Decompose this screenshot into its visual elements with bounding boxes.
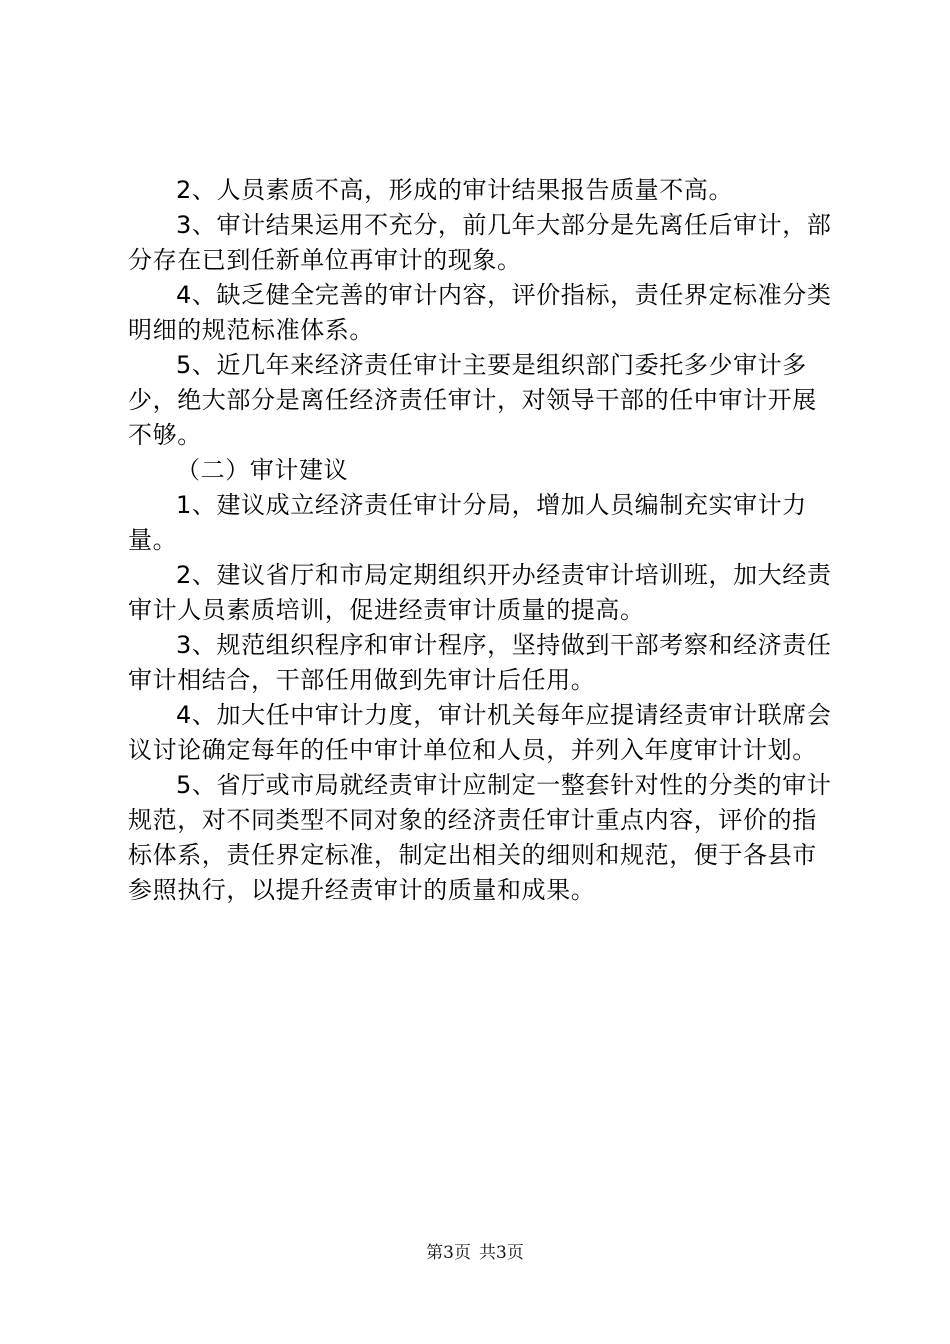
paragraph-issue-5: 5、近几年来经济责任审计主要是组织部门委托多少审计多少，绝大部分是离任经济责任审计，对领导干部的任中审计开展不够。 <box>128 351 817 449</box>
paragraph-suggestion-1: 1、建议成立经济责任审计分局，增加人员编制充实审计力量。 <box>128 491 807 554</box>
page-footer <box>0 1241 950 1265</box>
paragraph-suggestion-4: 4、加大任中审计力度，审计机关每年应提请经责审计联席会议讨论确定每年的任中审计单位和人员，并列入年度审计计划。 <box>128 701 832 764</box>
section-heading-audit-suggestions: （二）审计建议 <box>176 456 349 484</box>
paragraph-issue-3: 3、审计结果运用不充分，前几年大部分是先离任后审计，部分存在已到任新单位再审计的现象。 <box>128 211 832 274</box>
paragraph-suggestion-5: 5、省厅或市局就经责审计应制定一整套针对性的分类的审计规范，对不同类型不同对象的经济责任审计重点内容，评价的指标体系，责任界定标准，制定出相关的细则和规范，便于各县市参照执行，以提升经责审计的质量和成果。 <box>128 771 832 904</box>
paragraph-issue-4: 4、缺乏健全完善的审计内容，评价指标，责任界定标准分类明细的规范标准体系。 <box>128 281 832 344</box>
page-number: 第3页 <box>426 1243 471 1263</box>
page-total: 共3页 <box>479 1243 524 1263</box>
paragraph-issue-2: 2、人员素质不高，形成的审计结果报告质量不高。 <box>176 176 734 204</box>
paragraph-suggestion-3: 3、规范组织程序和审计程序，坚持做到干部考察和经济责任审计相结合，干部任用做到先审计后任用。 <box>128 631 832 694</box>
paragraph-suggestion-2: 2、建议省厅和市局定期组织开办经责审计培训班，加大经责审计人员素质培训，促进经责审计质量的提高。 <box>128 561 832 624</box>
document-body <box>128 173 836 908</box>
